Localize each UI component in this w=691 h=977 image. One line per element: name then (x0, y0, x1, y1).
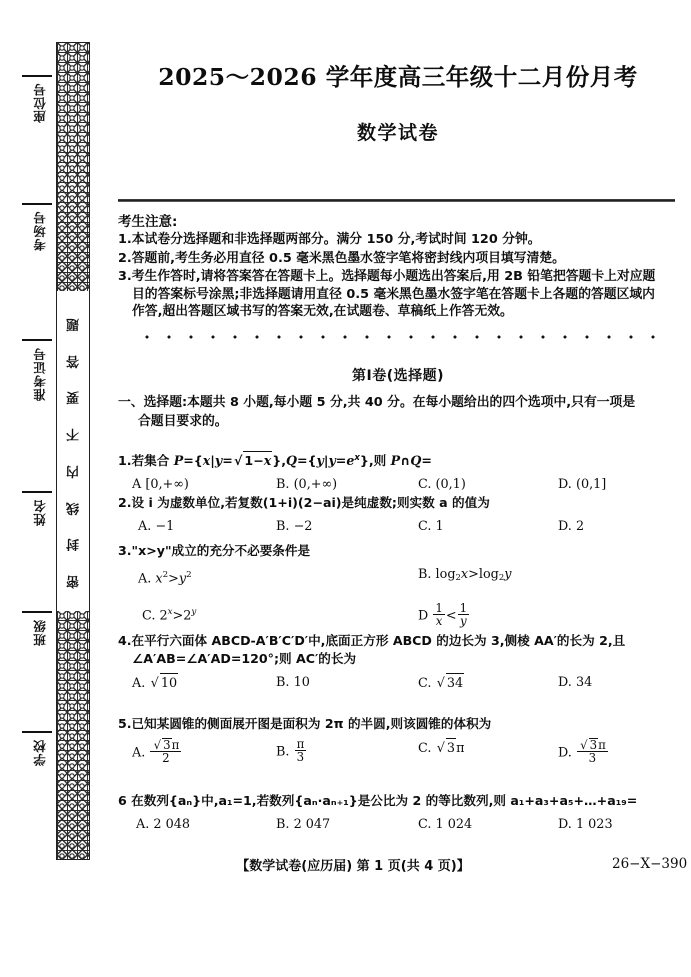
q1-stem-prefix: 1.若集合 (118, 453, 174, 469)
question-stem (118, 632, 691, 668)
option-a[interactable]: A. $\frac{√ 3\pi}{2}$ (132, 738, 180, 766)
option-d[interactable]: D. (0,1] (558, 477, 607, 493)
option-a[interactable]: A [0,+∞) (132, 477, 189, 493)
notice-line: 目的答案标号涂黑;非选择题请用直径 0.5 毫米黑色墨水签字笔在答题卡上各题的答题区域内 (132, 286, 655, 302)
option-d[interactable]: D. $\frac{√ 3\pi}{3}$ (558, 738, 606, 766)
option-a[interactable]: A. $x^2>y^2$ (138, 570, 192, 587)
question-4 (118, 632, 691, 695)
option-d[interactable]: D $\frac{1}{x}$ < $\frac{1}{y}$ (418, 601, 468, 629)
seal-column (56, 42, 90, 860)
page-title: 2025～2026 学年度高三年级十二月份月考 (158, 63, 638, 91)
q4-line2: ∠A′AB=∠A′AD=120°;则 AC′的长为 (132, 651, 357, 666)
notice-item (118, 231, 691, 249)
option-c[interactable]: C. 1 024 (418, 817, 473, 832)
option-d[interactable]: D. 1 023 (558, 817, 613, 832)
seal-char-2: 要 (66, 389, 80, 405)
option-b[interactable]: B. (0,+∞) (276, 477, 338, 493)
write-rule (22, 75, 52, 77)
notice-item (118, 268, 691, 321)
option-b[interactable]: B. $\frac{\pi}{3}$ (276, 737, 305, 765)
question-options (118, 738, 691, 776)
notice-heading: 考生注意: (118, 214, 178, 230)
paper-content (118, 0, 691, 977)
seal-column-text (57, 293, 89, 611)
seal-char-7: 密 (66, 573, 80, 589)
seal-char-3: 不 (66, 426, 80, 442)
option-a[interactable]: A. √ 10 (132, 673, 178, 694)
option-c[interactable]: C. √ 3π (418, 738, 464, 759)
question-options (118, 673, 691, 695)
question-options-row1 (118, 565, 691, 597)
notice-line: 作答,超出答题区域书写的答案无效,在试题卷、草稿纸上作答无效。 (132, 304, 513, 319)
write-rule (22, 732, 52, 734)
seal-char-5: 线 (66, 499, 80, 515)
option-c[interactable]: C. 1 (418, 519, 444, 534)
guilloche-pattern-bottom (57, 611, 89, 859)
dotted-separator (136, 331, 661, 339)
option-b[interactable]: B. 2 047 (276, 817, 331, 832)
option-b[interactable]: B. 10 (276, 675, 310, 690)
section-instructions (118, 393, 691, 431)
write-rule (22, 612, 52, 614)
question-stem: 3."x>y"成立的充分不必要条件是 (118, 543, 311, 558)
q4-line1: 4.在平行六面体 ABCD‑A′B′C′D′中,底面正方形 ABCD 的边长为 3,侧棱 AA′的长为 2,且 (118, 633, 626, 648)
option-b[interactable]: B. $\log_2x>\log_2y$ (418, 567, 512, 583)
footer-page-indicator: 【数学试卷(应历届) 第 1 页(共 4 页)】 (236, 859, 470, 874)
question-3 (118, 542, 691, 636)
page-footer (118, 855, 691, 879)
seal-label-class: 班级 (22, 574, 56, 684)
seal-char-6: 封 (66, 536, 80, 552)
option-a[interactable]: A. 2 048 (136, 817, 191, 832)
seal-label-school: 学校 (22, 694, 56, 804)
seal-char-0: 题 (66, 315, 80, 331)
guilloche-pattern-top (57, 43, 89, 291)
question-stem: 5.已知某圆锥的侧面展开图是面积为 2π 的半圆,则该圆锥的体积为 (118, 716, 492, 731)
write-rule (22, 492, 52, 494)
footer-paper-code: 26−X−390 (612, 856, 688, 872)
question-6 (118, 792, 691, 837)
notice-line: 2.答题前,考生务必用直径 0.5 毫米黑色墨水签字笔将密封线内项目填写清楚。 (118, 250, 565, 266)
question-stem: 6 在数列{aₙ}中,a₁=1,若数列{aₙ·aₙ₊₁}是公比为 2 的等比数列,则 a₁+a₃+a₅+…+a₁₉= (118, 793, 638, 808)
write-rule (22, 203, 52, 205)
question-stem: 1.若集合 P={x|y=√ $1-x\},Q=\{y|y=e^x\}$,则 P∩Q= (118, 453, 432, 469)
title-divider (118, 199, 675, 202)
page-subtitle: 数学试卷 (356, 122, 439, 144)
seal-label-name: 姓名 (22, 454, 56, 564)
notice-line: 3.考生作答时,请将答案答在答题卡上。选择题每小题选出答案后,用 2B 铅笔把答题卡上对应题 (118, 269, 656, 284)
notice-item (118, 250, 691, 268)
question-options (118, 815, 691, 837)
option-c[interactable]: C. $2^x>2^y$ (142, 607, 197, 624)
question-5 (118, 715, 691, 776)
question-options (118, 517, 691, 539)
option-c[interactable]: C. (0,1) (418, 477, 466, 493)
question-stem: 2.设 i 为虚数单位,若复数(1+i)(2−ai)是纯虚数;则实数 a 的值为 (118, 495, 490, 510)
seal-field-labels (22, 40, 56, 860)
option-d[interactable]: D. 2 (558, 519, 585, 534)
option-c[interactable]: C. √ 34 (418, 673, 464, 694)
option-b[interactable]: B. −2 (276, 519, 313, 534)
seal-label-seat-number: 座位号 (22, 40, 56, 158)
section-instructions-line: 合题目要求的。 (138, 414, 228, 429)
notice-list (118, 231, 691, 322)
sealing-strip (0, 0, 110, 977)
question-options-row2 (118, 602, 691, 636)
question-2 (118, 494, 691, 539)
seal-char-1: 答 (66, 352, 80, 368)
question-1 (118, 449, 691, 497)
option-d[interactable]: D. 34 (558, 675, 593, 690)
write-rule (22, 339, 52, 341)
section-instructions-line: 一、选择题:本题共 8 小题,每小题 5 分,共 40 分。在每小题给出的四个选项中,只有一项是 (118, 395, 636, 410)
seal-char-4: 内 (66, 462, 80, 478)
option-a[interactable]: A. −1 (138, 519, 175, 534)
seal-label-admission-ticket: 准考证号 (22, 296, 56, 444)
q1-stem-suffix: ,则 (368, 453, 391, 469)
part-one-title: 第Ⅰ卷(选择题) (351, 368, 444, 384)
seal-label-exam-room: 考场号 (22, 168, 56, 286)
notice-line: 1.本试卷分选择题和非选择题两部分。满分 150 分,考试时间 120 分钟。 (118, 232, 541, 247)
